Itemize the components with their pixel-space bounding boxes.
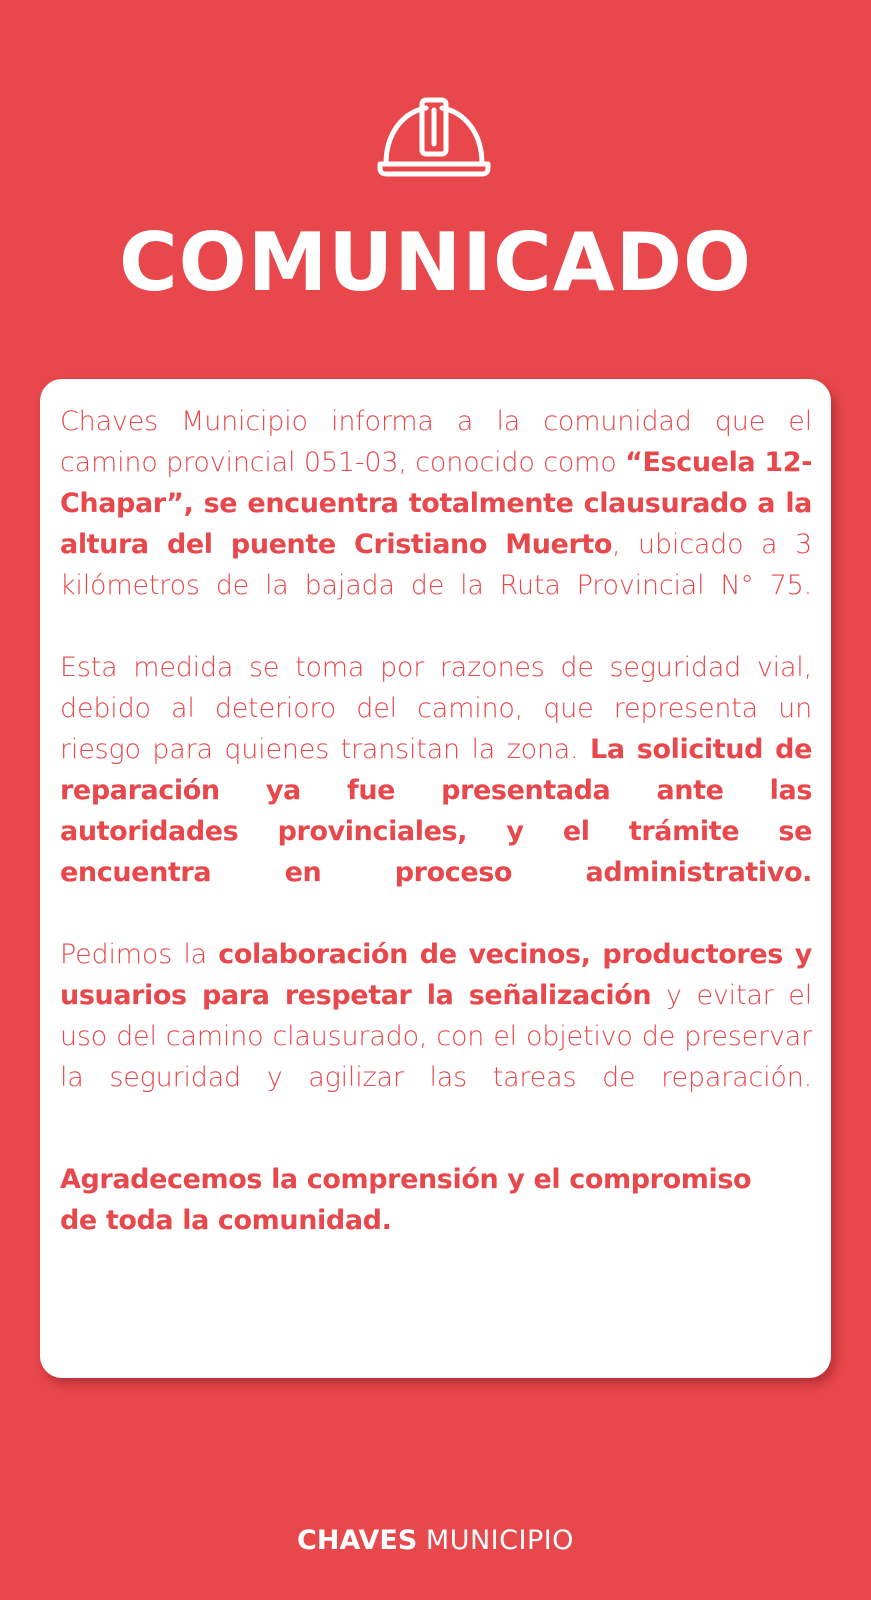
paragraph-reason-highlight: La solicitud de reparación ya fue presentada ante las autoridades provinciales, y el trámite se encuentra en proceso administrativo. [60,734,812,888]
page-title: COMUNICADO [118,216,753,309]
announcement-body [60,401,812,1241]
paragraph-closure-rest: , ubicado a 3 kilómetros de la bajada de la Ruta Provincial N° 75. [60,529,812,601]
footer-brand-bold: CHAVES [297,1525,418,1556]
footer-brand [0,1524,871,1558]
paragraph-request-intro: Pedimos la [60,939,219,970]
paragraph-reason-intro: Esta medida se toma por razones de seguridad vial, debido al deterioro del camino, que representa un riesgo para quienes transitan la zona. [60,652,812,765]
closing-line-1: Agradecemos la comprensión y el compromiso [60,1164,752,1195]
paragraph-request [60,934,812,1098]
spacer [60,1098,812,1159]
paragraph-closure-intro: Chaves Municipio informa a la comunidad que el camino provincial 051-03, conocido como [60,406,812,478]
paragraph-request-highlight: colaboración de vecinos, productores y usuarios para respetar la señalización [60,939,812,1011]
paragraph-reason [60,647,812,893]
spacer [60,893,812,934]
announcement-card [40,379,831,1378]
paragraph-closure [60,401,812,606]
closing-line-2: de toda la comunidad. [60,1205,392,1236]
spacer [60,606,812,647]
helmet-icon [376,96,492,180]
paragraph-request-rest: y evitar el uso del camino clausurado, con el objetivo de preservar la seguridad y agilizar las tareas de reparación. [60,980,812,1093]
footer-brand-light: MUNICIPIO [425,1525,574,1556]
paragraph-closure-highlight: “Escuela 12-Chapar”, se encuentra totalmente clausurado a la altura del puente Cristiano Muerto [60,447,812,560]
closing-message [60,1159,812,1241]
